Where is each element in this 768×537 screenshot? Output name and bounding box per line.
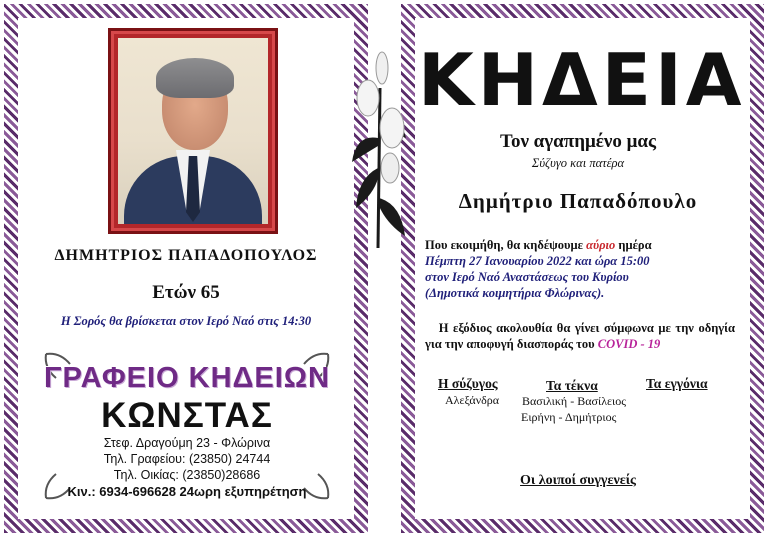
ad-home-phone: Τηλ. Οικίας: (23850)28686 (113, 468, 261, 482)
grandchildren-heading: Τα εγγόνια (646, 376, 708, 391)
funeral-home-ad (40, 346, 334, 506)
relation-line: Σύζυγο και πατέρα (531, 156, 625, 170)
deceased-name: ΔΗΜΗΤΡΙΟΣ ΠΑΠΑΔΟΠΟΥΛΟΣ (54, 247, 318, 264)
children-line-2: Ειρήνη - Δημήτριος (521, 410, 617, 424)
covid-notice (425, 320, 735, 352)
ad-office-phone: Τηλ. Γραφείου: (23850) 24744 (103, 452, 271, 466)
ad-business-name: ΚΩΝΣΤΑΣ (101, 396, 273, 435)
funeral-heading: ΚΗΔΕΙΑ (418, 38, 746, 122)
spouse-name: Αλεξάνδρα (445, 393, 500, 407)
left-panel (0, 0, 372, 537)
spouse-heading: Η σύζυγος (438, 376, 498, 391)
funeral-date: Πέμπτη 27 Ιανουαρίου 2022 και ώρα 15:00 (425, 254, 650, 268)
ad-mobile: Κιν.: 6934-696628 24ωρη εξυπηρέτηση (67, 484, 307, 499)
lily-flower-icon (350, 48, 412, 258)
covid-notice-text: Η εξόδιος ακολουθία θα γίνει σύμφωνα με την οδηγία για την αποφυγή διασποράς του (425, 321, 735, 351)
tomorrow-word: αύριο (586, 238, 616, 252)
viewing-note: Η Σορός θα βρίσκεται στον Ιερό Ναό στις 14:30 (60, 314, 312, 328)
announcement-text: Που εκοιμήθη, θα κηδέψουμε (425, 238, 587, 252)
ad-address: Στεφ. Δραγούμη 23 - Φλώρινα (103, 436, 271, 450)
funeral-church: στον Ιερό Ναό Αναστάσεως του Κυρίου (425, 270, 629, 284)
children-heading: Τα τέκνα (546, 378, 598, 393)
beloved-line: Τον αγαπημένο μας (500, 131, 656, 152)
portrait-frame (108, 28, 278, 234)
announcement-day: ημέρα (615, 238, 652, 252)
deceased-full-name: Δημήτριο Παπαδόπουλο (458, 189, 698, 213)
portrait-photo (118, 38, 268, 224)
funeral-cemetery: (Δημοτικά κοιμητήρια Φλώρινας). (425, 286, 605, 300)
other-relatives: Οι λοιποί συγγενείς (520, 473, 636, 488)
age: Ετών 65 (152, 282, 220, 303)
children-line-1: Βασιλική - Βασίλειος (522, 394, 627, 408)
funeral-announcement (425, 237, 735, 301)
covid-label: COVID - 19 (597, 337, 661, 351)
ad-title: ΓΡΑΦΕΙΟ ΚΗΔΕΙΩΝ (44, 362, 330, 394)
portrait-hair (156, 58, 234, 98)
